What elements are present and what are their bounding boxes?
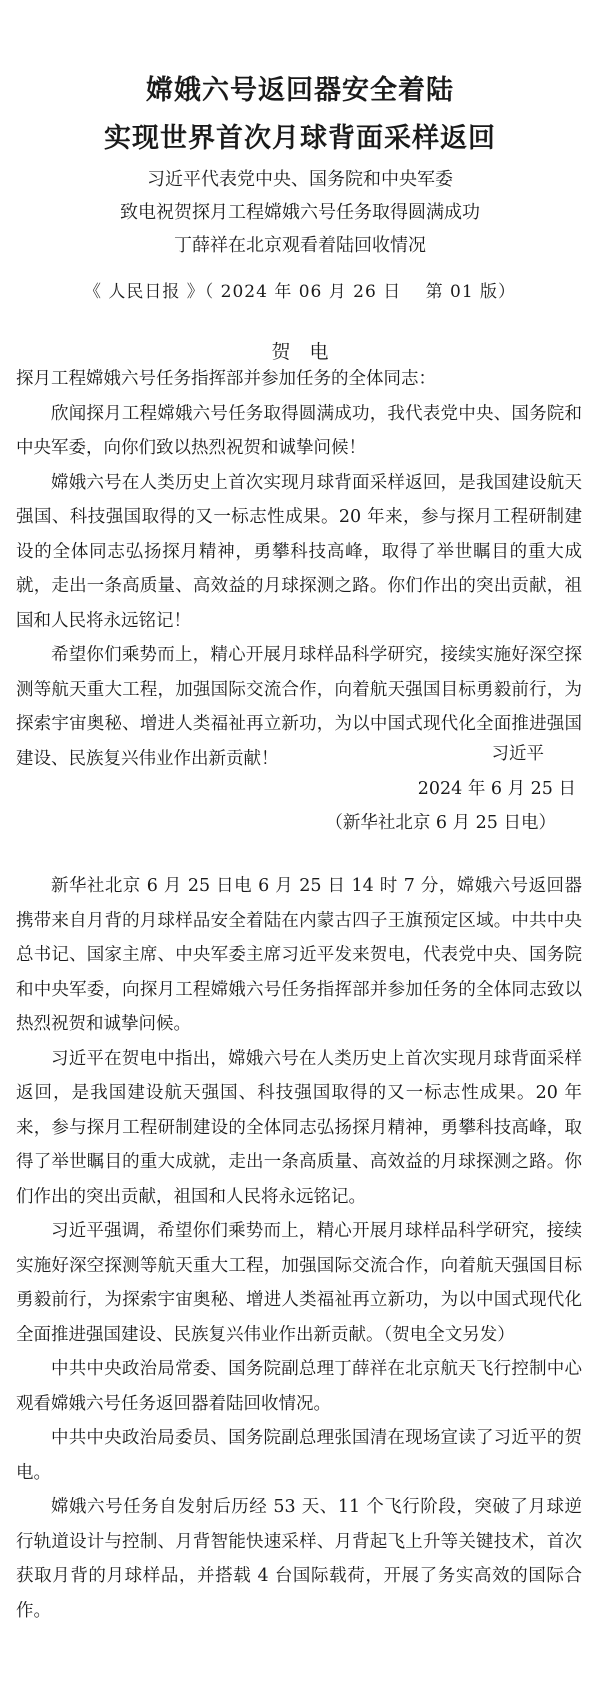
news-paragraph: 新华社北京 6 月 25 日电 6 月 25 日 14 时 7 分，嫦娥六号返回器携带来自月背的月球样品安全着陆在内蒙古四子王旗预定区域。中共中央总书记、国家主席、中央军委主席习近平发来贺电，代表党中央、国务院和中央军委，向探月工程嫦娥六号任务指挥部并参加任务的全体同志致以热烈祝贺和诚挚问候。 [16, 876, 582, 1034]
headline-line-1: 嫦娥六号返回器安全着陆 [146, 75, 454, 106]
letter-dispatch: （新华社北京 6 月 25 日电） [325, 813, 556, 833]
subheadline-3: 丁薛祥在北京观看着陆回收情况 [174, 235, 426, 256]
subheadline-2: 致电祝贺探月工程嫦娥六号任务取得圆满成功 [120, 202, 480, 223]
letter-paragraph: 欣闻探月工程嫦娥六号任务取得圆满成功，我代表党中央、国务院和中央军委，向你们致以热烈祝贺和诚挚问候！ [16, 403, 582, 458]
congratulatory-letter [16, 362, 582, 776]
headline-line-2: 实现世界首次月球背面采样返回 [104, 123, 496, 154]
letter-signer: 习近平 [491, 744, 544, 764]
news-body [16, 869, 582, 1628]
letter-heading: 贺 电 [271, 341, 329, 363]
letter-paragraph: 嫦娥六号在人类历史上首次实现月球背面采样返回，是我国建设航天强国、科技强国取得的又一标志性成果。20 年来，参与探月工程研制建设的全体同志弘扬探月精神，勇攀科技高峰，取得了举世瞩目的重大成就，走出一条高质量、高效益的月球探测之路。你们作出的突出贡献，祖国和人民将永远铭记！ [16, 472, 582, 631]
publication-source: 《 人民日报 》（ 2024 年 06 月 26 日 第 01 版） [83, 282, 517, 302]
news-paragraph: 嫦娥六号任务自发射后历经 53 天、11 个飞行阶段，突破了月球逆行轨道设计与控制、月背智能快速采样、月背起飞上升等关键技术，首次获取月背的月球样品，并搭载 4 台国际载荷，开展了务实高效的国际合作。 [16, 1497, 582, 1621]
news-paragraph: 中共中央政治局委员、国务院副总理张国清在现场宣读了习近平的贺电。 [16, 1428, 582, 1483]
news-paragraph: 习近平强调，希望你们乘势而上，精心开展月球样品科学研究，接续实施好深空探测等航天重大工程，加强国际交流合作，向着航天强国目标勇毅前行，为探索宇宙奥秘、增进人类福祉再立新功，为以中国式现代化全面推进强国建设、民族复兴伟业作出新贡献。（贺电全文另发） [16, 1221, 582, 1345]
subheadline-1: 习近平代表党中央、国务院和中央军委 [147, 169, 453, 190]
letter-paragraph: 希望你们乘势而上，精心开展月球样品科学研究，接续实施好深空探测等航天重大工程，加强国际交流合作，向着航天强国目标勇毅前行，为探索宇宙奥秘、增进人类福祉再立新功，为以中国式现代化全面推进强国建设、民族复兴伟业作出新贡献！ [16, 645, 582, 769]
news-paragraph: 中共中央政治局常委、国务院副总理丁薛祥在北京航天飞行控制中心观看嫦娥六号任务返回器着陆回收情况。 [16, 1359, 582, 1414]
letter-date: 2024 年 6 月 25 日 [417, 779, 576, 799]
news-paragraph: 习近平在贺电中指出，嫦娥六号在人类历史上首次实现月球背面采样返回，是我国建设航天强国、科技强国取得的又一标志性成果。20 年来，参与探月工程研制建设的全体同志弘扬探月精神，勇攀科技高峰，取得了举世瞩目的重大成就，走出一条高质量、高效益的月球探测之路。你们作出的突出贡献，祖国和人民将永远铭记。 [16, 1048, 582, 1207]
letter-salutation: 探月工程嫦娥六号任务指挥部并参加任务的全体同志： [16, 369, 436, 389]
